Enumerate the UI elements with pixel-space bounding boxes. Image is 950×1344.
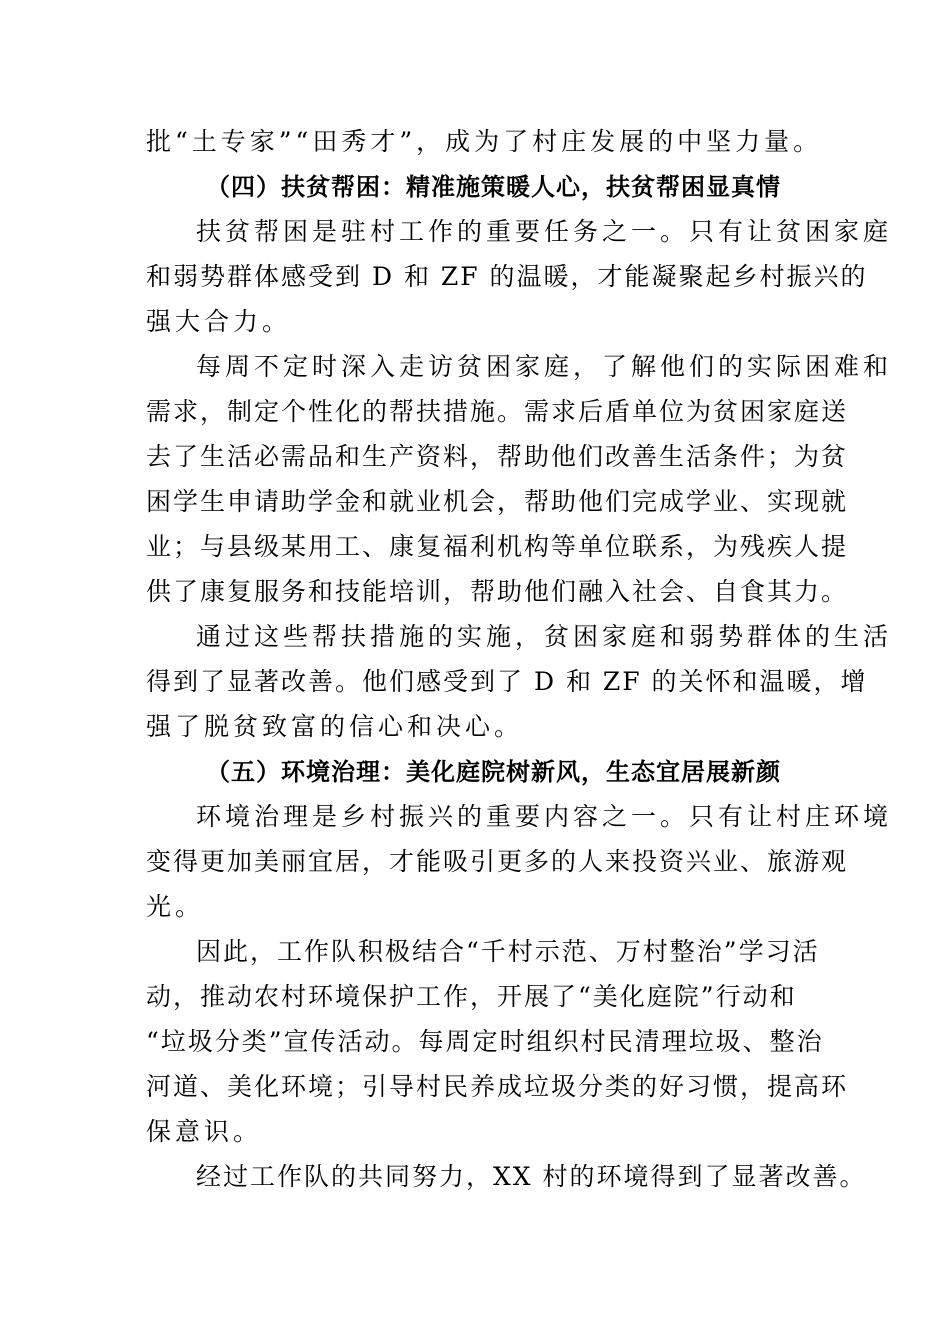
text-line: 得到了显著改善。他们感受到了 D 和 ZF 的关怀和温暖，增 [146, 667, 868, 696]
text-line: 业；与县级某用工、康复福利机构等单位联系，为残疾人提 [146, 532, 849, 561]
text-line: 需求，制定个性化的帮扶措施。需求后盾单位为贫困家庭送 [146, 397, 849, 426]
text-line: 变得更加美丽宜居，才能吸引更多的人来投资兴业、旅游观 [146, 847, 849, 876]
text-line: 每周不定时深入走访贫困家庭，了解他们的实际困难和 [196, 352, 893, 381]
text-line: 通过这些帮扶措施的实施，贫困家庭和弱势群体的生活 [196, 622, 893, 651]
text-line: 去了生活必需品和生产资料，帮助他们改善生活条件；为贫 [146, 442, 849, 471]
text-line: 动，推动农村环境保护工作，开展了“美化庭院”行动和 [146, 982, 797, 1011]
text-line: 经过工作队的共同努力，XX 村的环境得到了显著改善。 [196, 1162, 867, 1191]
text-line: 强大合力。 [146, 307, 292, 336]
text-line: 环境治理是乡村振兴的重要内容之一。只有让村庄环境 [196, 802, 893, 831]
section-heading-4: （四）扶贫帮困：精准施策暖人心，扶贫帮困显真情 [206, 172, 781, 201]
text-line: 因此，工作队积极结合“千村示范、万村整治”学习活 [196, 937, 820, 966]
text-line: “垃圾分类”宣传活动。每周定时组织村民清理垃圾、整治 [146, 1027, 824, 1056]
text-line: 供了康复服务和技能培训，帮助他们融入社会、自食其力。 [146, 577, 849, 606]
text-line: 和弱势群体感受到 D 和 ZF 的温暖，才能凝聚起乡村振兴的 [146, 262, 868, 291]
text-line: 强了脱贫致富的信心和决心。 [146, 712, 524, 741]
text-line: 扶贫帮困是驻村工作的重要任务之一。只有让贫困家庭 [196, 217, 893, 246]
text-line: 河道、美化环境；引导村民养成垃圾分类的好习惯，提高环 [146, 1072, 849, 1101]
text-line: 保意识。 [146, 1117, 263, 1146]
section-heading-5: （五）环境治理：美化庭院树新风，生态宜居展新颜 [206, 757, 781, 786]
text-line: 光。 [146, 892, 205, 921]
text-line: 批“土专家”“田秀才”，成为了村庄发展的中坚力量。 [146, 127, 823, 156]
text-line: 困学生申请助学金和就业机会，帮助他们完成学业、实现就 [146, 487, 849, 516]
